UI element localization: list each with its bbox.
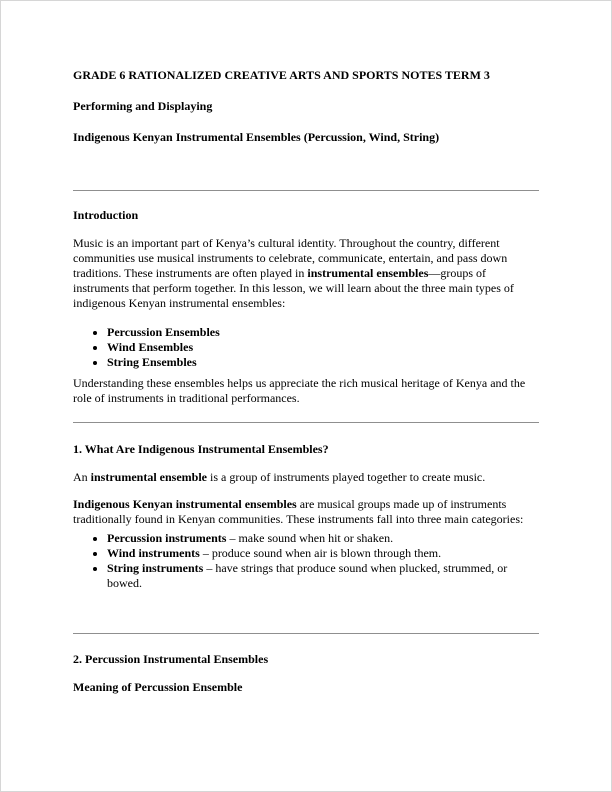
ensemble-type-item: • String Ensembles bbox=[107, 355, 539, 370]
instrument-categories-list bbox=[73, 531, 539, 591]
section2-subheading: Meaning of Percussion Ensemble bbox=[73, 680, 243, 694]
introduction-heading: Introduction bbox=[73, 208, 139, 222]
section1-paragraph-definition: An instrumental ensemble is a group of instruments played together to create music. bbox=[73, 470, 486, 484]
section-divider bbox=[73, 422, 539, 423]
section1-paragraph-categories: Indigenous Kenyan instrumental ensembles are musical groups made up of instruments traditionally found in Kenyan communities. These instruments fall into three main categories: bbox=[73, 497, 524, 526]
section1-heading: 1. What Are Indigenous Instrumental Ensembles? bbox=[73, 442, 329, 456]
ensemble-type-item: • Wind Ensembles bbox=[107, 340, 539, 355]
ensemble-type-item: • Percussion Ensembles bbox=[107, 325, 539, 340]
ensemble-types-list bbox=[73, 325, 539, 370]
section-divider bbox=[73, 190, 539, 191]
instrument-category-item: • Wind instruments – produce sound when air is blown through them. bbox=[107, 546, 539, 561]
instrument-category-item: • Percussion instruments – make sound when hit or shaken. bbox=[107, 531, 539, 546]
doc-title: GRADE 6 RATIONALIZED CREATIVE ARTS AND SPORTS NOTES TERM 3 bbox=[73, 68, 490, 82]
instrument-category-item: • String instruments – have strings that produce sound when plucked, strummed, or bowed. bbox=[107, 561, 539, 591]
introduction-closing-paragraph: Understanding these ensembles helps us appreciate the rich musical heritage of Kenya and the role of instruments in traditional performances. bbox=[73, 376, 526, 405]
doc-subtitle-lesson: Indigenous Kenyan Instrumental Ensembles (Percussion, Wind, String) bbox=[73, 130, 440, 144]
section-divider bbox=[73, 633, 539, 634]
section2-heading: 2. Percussion Instrumental Ensembles bbox=[73, 652, 269, 666]
doc-subtitle-topic: Performing and Displaying bbox=[73, 99, 213, 113]
introduction-paragraph: Music is an important part of Kenya’s cultural identity. Throughout the country, different communities use musical instruments to celebrate, communicate, entertain, and pass down traditions. These instruments are often played in instrumental ensembles—groups of instruments that perform together. In this lesson, we will learn about the three main types of indigenous Kenyan instrumental ensembles: bbox=[73, 236, 514, 310]
